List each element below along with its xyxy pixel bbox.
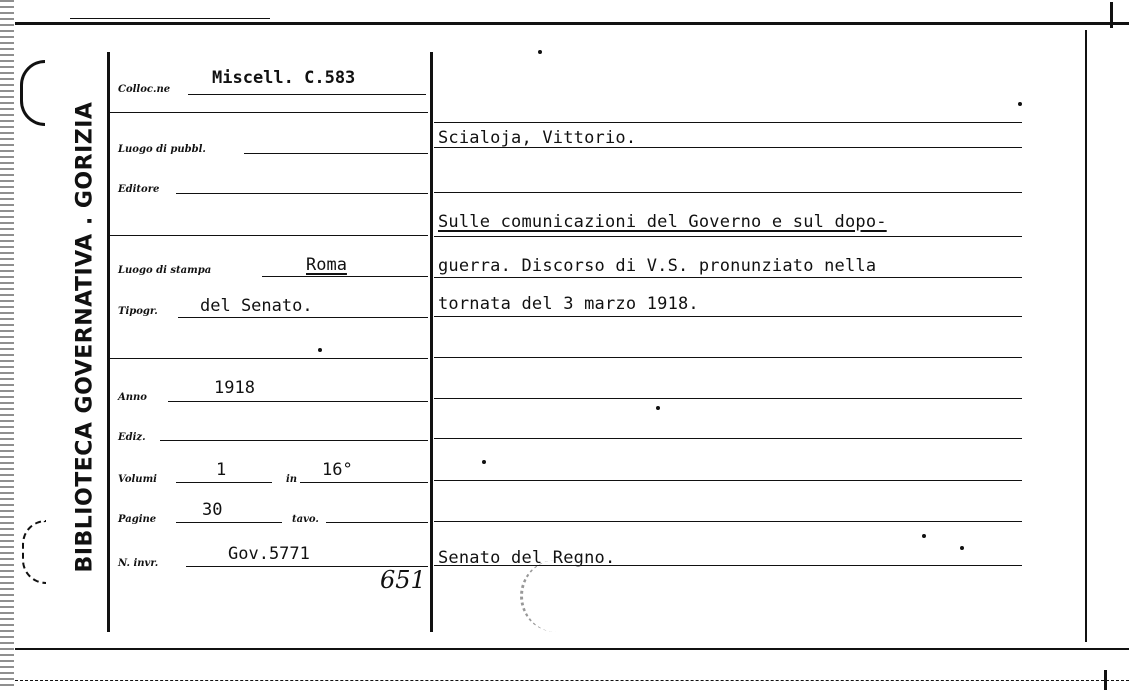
title-line-2: guerra. Discorso di V.S. pronunziato nella <box>438 256 877 276</box>
editore-line <box>176 193 428 194</box>
speck <box>318 348 322 352</box>
sep-3 <box>110 358 428 359</box>
speck <box>960 546 964 550</box>
tipografia-line <box>178 317 428 318</box>
formato-value: 16° <box>322 460 353 480</box>
center-column-divider <box>430 52 433 632</box>
pagine-label: Pagine <box>118 514 157 525</box>
tipografia-value: del Senato. <box>200 296 313 316</box>
publisher: Senato del Regno. <box>438 548 616 568</box>
library-stamp <box>60 92 110 582</box>
collocazione-line <box>188 94 426 95</box>
top-border-short <box>70 18 270 19</box>
inventario-label: N. invr. <box>118 558 159 569</box>
volumi-line <box>176 482 272 483</box>
r-line-4 <box>434 236 1022 237</box>
pagine-value: 30 <box>202 500 223 520</box>
speck <box>482 460 486 464</box>
r-line-3 <box>434 192 1022 193</box>
luogo-stampa-line <box>262 276 428 277</box>
tipografia-label: Tipogr. <box>118 306 158 317</box>
right-border <box>1085 30 1087 642</box>
top-border <box>15 22 1129 25</box>
r-line-7 <box>434 357 1022 358</box>
luogo-pubbl-label: Luogo di pubbl. <box>118 144 206 155</box>
r-line-8 <box>434 398 1022 399</box>
anno-line <box>168 401 428 402</box>
formato-line <box>300 482 428 483</box>
anno-value: 1918 <box>214 378 255 398</box>
author: Scialoja, Vittorio. <box>438 128 637 148</box>
edizione-label: Ediz. <box>118 432 146 443</box>
sep-1 <box>110 112 428 113</box>
luogo-pubbl-line <box>244 153 428 154</box>
handwritten-note: 651 <box>380 566 426 594</box>
tavole-line <box>326 522 428 523</box>
title-line-3: tornata del 3 marzo 1918. <box>438 294 699 314</box>
r-line-1 <box>434 122 1022 123</box>
pagine-line <box>176 522 282 523</box>
anno-label: Anno <box>118 392 147 403</box>
bottom-border-2 <box>15 680 1129 681</box>
scan-edge <box>0 0 14 690</box>
collocazione-label: Colloc.ne <box>118 84 171 95</box>
inventario-value: Gov.5771 <box>228 544 310 564</box>
collocazione-value: Miscell. C.583 <box>212 68 356 88</box>
left-hole <box>22 520 46 584</box>
stamp-smudge <box>520 560 593 632</box>
r-line-11 <box>434 521 1022 522</box>
right-tick-top <box>1110 2 1113 28</box>
speck <box>656 406 660 410</box>
r-line-2 <box>434 147 1022 148</box>
volumi-label: Volumi <box>118 474 157 485</box>
r-line-9 <box>434 438 1022 439</box>
editore-label: Editore <box>118 184 160 195</box>
volumi-value: 1 <box>216 460 227 480</box>
speck <box>1018 102 1022 106</box>
r-line-10 <box>434 480 1022 481</box>
tavole-label: tavo. <box>292 514 319 525</box>
r-line-12 <box>434 565 1022 566</box>
speck <box>538 50 542 54</box>
luogo-stampa-label: Luogo di stampa <box>118 265 212 276</box>
formato-label: in <box>286 474 298 485</box>
edizione-line <box>160 440 428 441</box>
title-line-1: Sulle comunicazioni del Governo e sul dopo- <box>438 212 887 232</box>
library-name: BIBLIOTECA GOVERNATIVA . GORIZIA <box>72 101 98 573</box>
right-tick-bottom <box>1104 670 1107 690</box>
r-line-5 <box>434 277 1022 278</box>
r-line-6 <box>434 316 1022 317</box>
left-bracket <box>20 60 45 126</box>
luogo-stampa-value: Roma <box>306 255 347 275</box>
speck <box>922 534 926 538</box>
bottom-border <box>15 648 1129 650</box>
sep-2 <box>110 235 428 236</box>
